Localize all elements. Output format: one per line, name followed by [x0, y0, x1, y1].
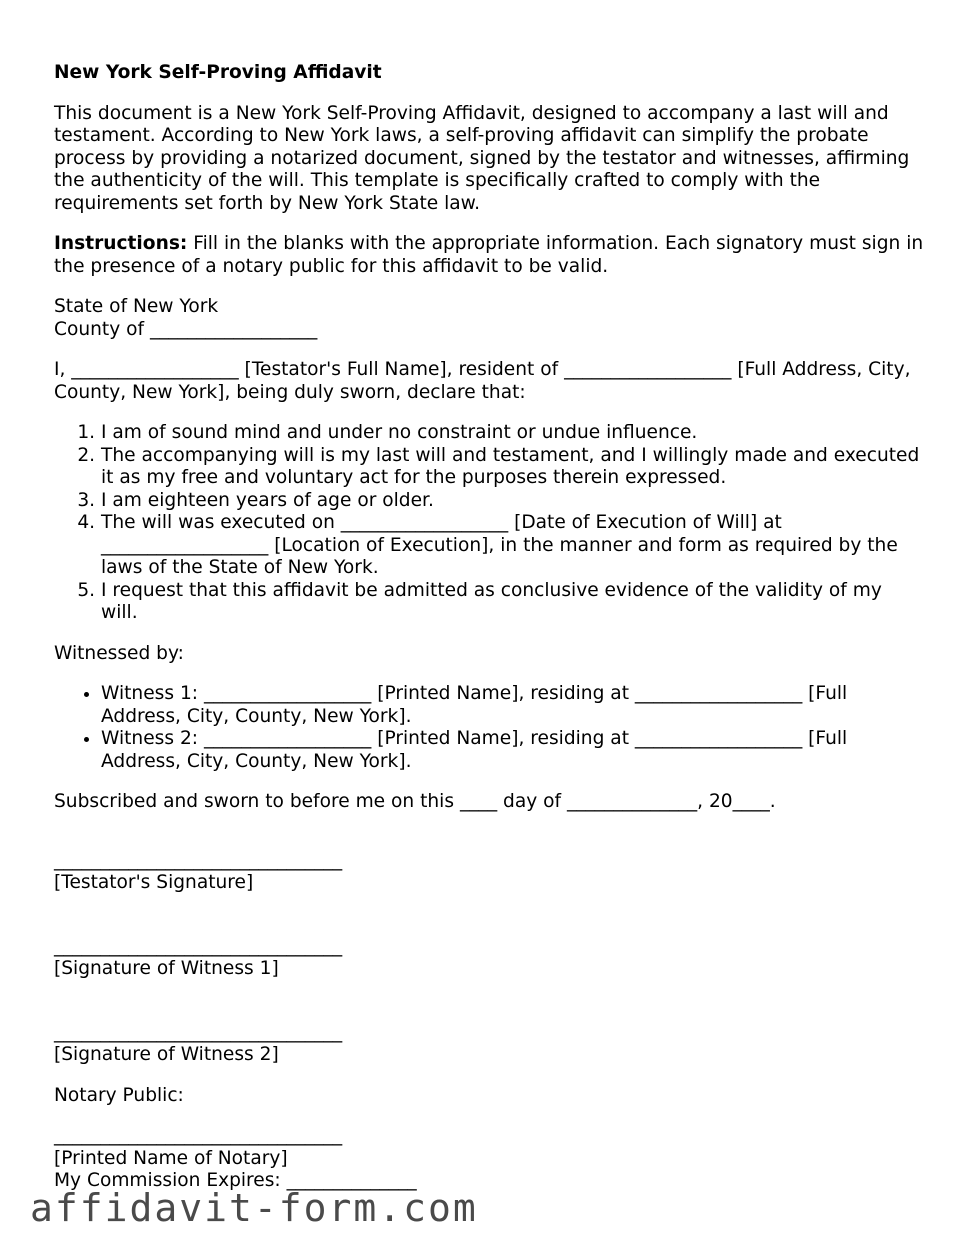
testator-signature-label: [Testator's Signature]: [54, 872, 254, 893]
venue-county: County of __________________: [54, 318, 318, 340]
witness2-signature-label: [Signature of Witness 2]: [54, 1044, 279, 1065]
witnessed-by-label: Witnessed by:: [54, 642, 184, 664]
site-watermark: affidavit-form.com: [30, 1186, 478, 1230]
commission-expires: My Commission Expires: ______________: [54, 1170, 417, 1191]
list-item: 5. I request that this affidavit be admitted as conclusive evidence of the validity of my will.: [101, 580, 924, 625]
testator-signature-line: _______________________________: [54, 849, 343, 871]
signature-block: [54, 832, 924, 1193]
list-item: • Witness 2: __________________ [Printed Name], residing at __________________ [Full Address, City, County, New York].: [101, 728, 924, 773]
instructions-text: Fill in the blanks with the appropriate information. Each signatory must sign in the presence of a notary public for this affidavit to be valid.: [54, 233, 924, 277]
instructions-paragraph: [54, 233, 924, 278]
list-item: 1. I am of sound mind and under no constraint or undue influence.: [101, 422, 924, 445]
witness1-signature-label: [Signature of Witness 1]: [54, 958, 279, 979]
notary-signature-line: _______________________________: [54, 1125, 343, 1146]
declaration-paragraph: I, __________________ [Testator's Full Name], resident of __________________ [Full Address, City, County, New York], being duly sworn, declare that:: [54, 359, 911, 403]
instructions-label: Instructions:: [54, 233, 188, 254]
subscribed-paragraph: Subscribed and sworn to before me on this ____ day of ______________, 20____.: [54, 791, 776, 812]
venue-block: [54, 296, 924, 341]
notary-name-label: [Printed Name of Notary]: [54, 1147, 288, 1169]
list-item: 4. The will was executed on __________________ [Date of Execution of Will] at __________________ [Location of Execution], in the manner and form as required by the laws of the State of New York.: [101, 512, 924, 580]
venue-state: State of New York: [54, 296, 219, 317]
statements-list: [54, 422, 924, 625]
notary-public-label: Notary Public:: [54, 1084, 184, 1106]
witness2-signature-line: _______________________________: [54, 1021, 343, 1043]
document-title: New York Self-Proving Affidavit: [54, 62, 382, 83]
witnesses-list: [54, 683, 924, 773]
list-item: • Witness 1: __________________ [Printed Name], residing at __________________ [Full Address, City, County, New York].: [101, 683, 924, 728]
list-item: 2. The accompanying will is my last will and testament, and I willingly made and executed it as my free and voluntary act for the purposes therein expressed.: [101, 445, 924, 490]
witness1-signature-line: _______________________________: [54, 935, 343, 957]
list-item: 3. I am eighteen years of age or older.: [101, 490, 924, 513]
intro-paragraph: This document is a New York Self-Proving Affidavit, designed to accompany a last will and testament. According to New York laws, a self-proving affidavit can simplify the probate process by providing a notarized document, signed by the testator and witnesses, affirming the authenticity of the will. This template is specifically crafted to comply with the requirements set forth by New York State law.: [54, 102, 910, 214]
document-page: [54, 62, 924, 1193]
